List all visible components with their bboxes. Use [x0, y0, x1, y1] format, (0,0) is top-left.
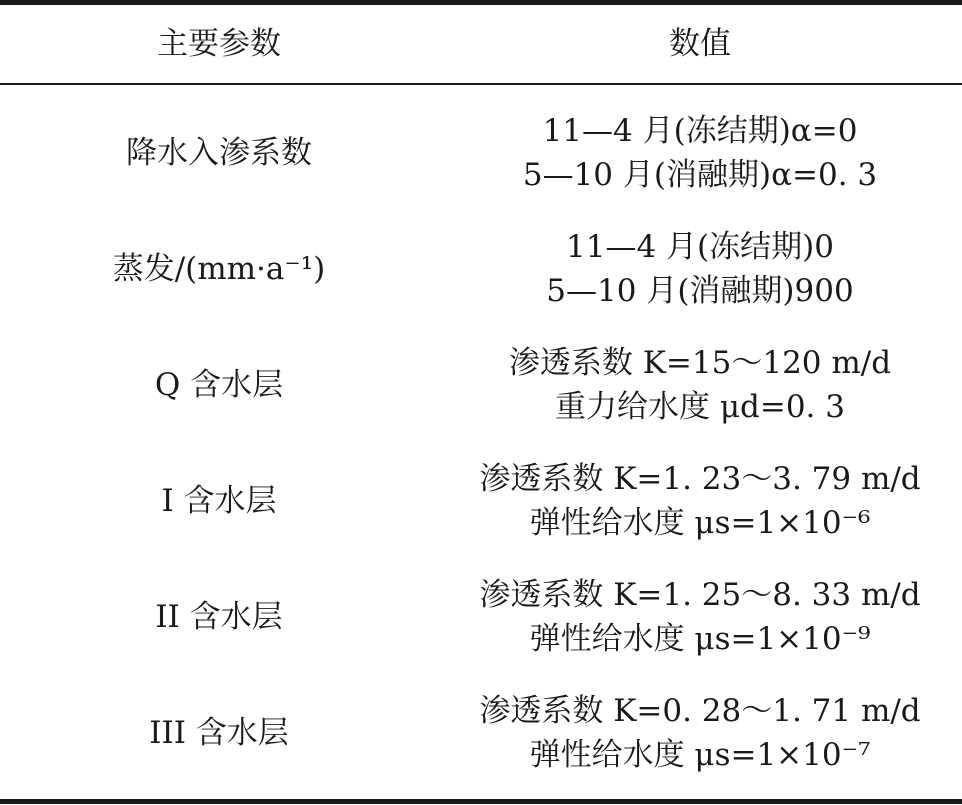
row-value [438, 675, 962, 791]
header-value: 数值 [669, 26, 731, 62]
row-value-line: 弹性给水度 μs=1×10⁻⁶ [529, 505, 871, 541]
table-row [0, 675, 962, 791]
row-value-line: 渗透系数 K=1. 25～8. 33 m/d [479, 577, 921, 613]
table-row [0, 211, 962, 327]
row-value-line: 弹性给水度 μs=1×10⁻⁷ [529, 737, 871, 773]
row-param: I 含水层 [161, 483, 277, 519]
row-value-line: 重力给水度 μd=0. 3 [555, 389, 845, 425]
row-param: 降水入渗系数 [126, 135, 312, 171]
table-row [0, 443, 962, 559]
row-value-line: 弹性给水度 μs=1×10⁻⁹ [529, 621, 871, 657]
row-param: 蒸发/(mm·a⁻¹) [112, 251, 326, 287]
header-param: 主要参数 [157, 26, 281, 62]
row-value [438, 327, 962, 443]
row-value [438, 95, 962, 211]
table-bottom-rule [0, 799, 962, 804]
row-value-line: 5—10 月(消融期)900 [546, 273, 854, 309]
row-value-line: 11—4 月(冻结期)α=0 [542, 113, 858, 149]
table-row [0, 559, 962, 675]
row-param: Q 含水层 [154, 367, 284, 403]
row-value [438, 211, 962, 327]
row-value-line: 11—4 月(冻结期)0 [566, 229, 834, 265]
row-value [438, 443, 962, 559]
row-value [438, 559, 962, 675]
row-value-line: 渗透系数 K=0. 28～1. 71 m/d [479, 693, 921, 729]
row-value-line: 5—10 月(消融期)α=0. 3 [522, 157, 878, 193]
table-header-row [0, 5, 962, 83]
table-row [0, 95, 962, 211]
row-param: III 含水层 [149, 715, 289, 751]
row-value-line: 渗透系数 K=1. 23～3. 79 m/d [479, 461, 921, 497]
row-value-line: 渗透系数 K=15～120 m/d [508, 345, 892, 381]
table-row [0, 327, 962, 443]
table-header-rule [0, 83, 962, 85]
row-param: II 含水层 [155, 599, 283, 635]
